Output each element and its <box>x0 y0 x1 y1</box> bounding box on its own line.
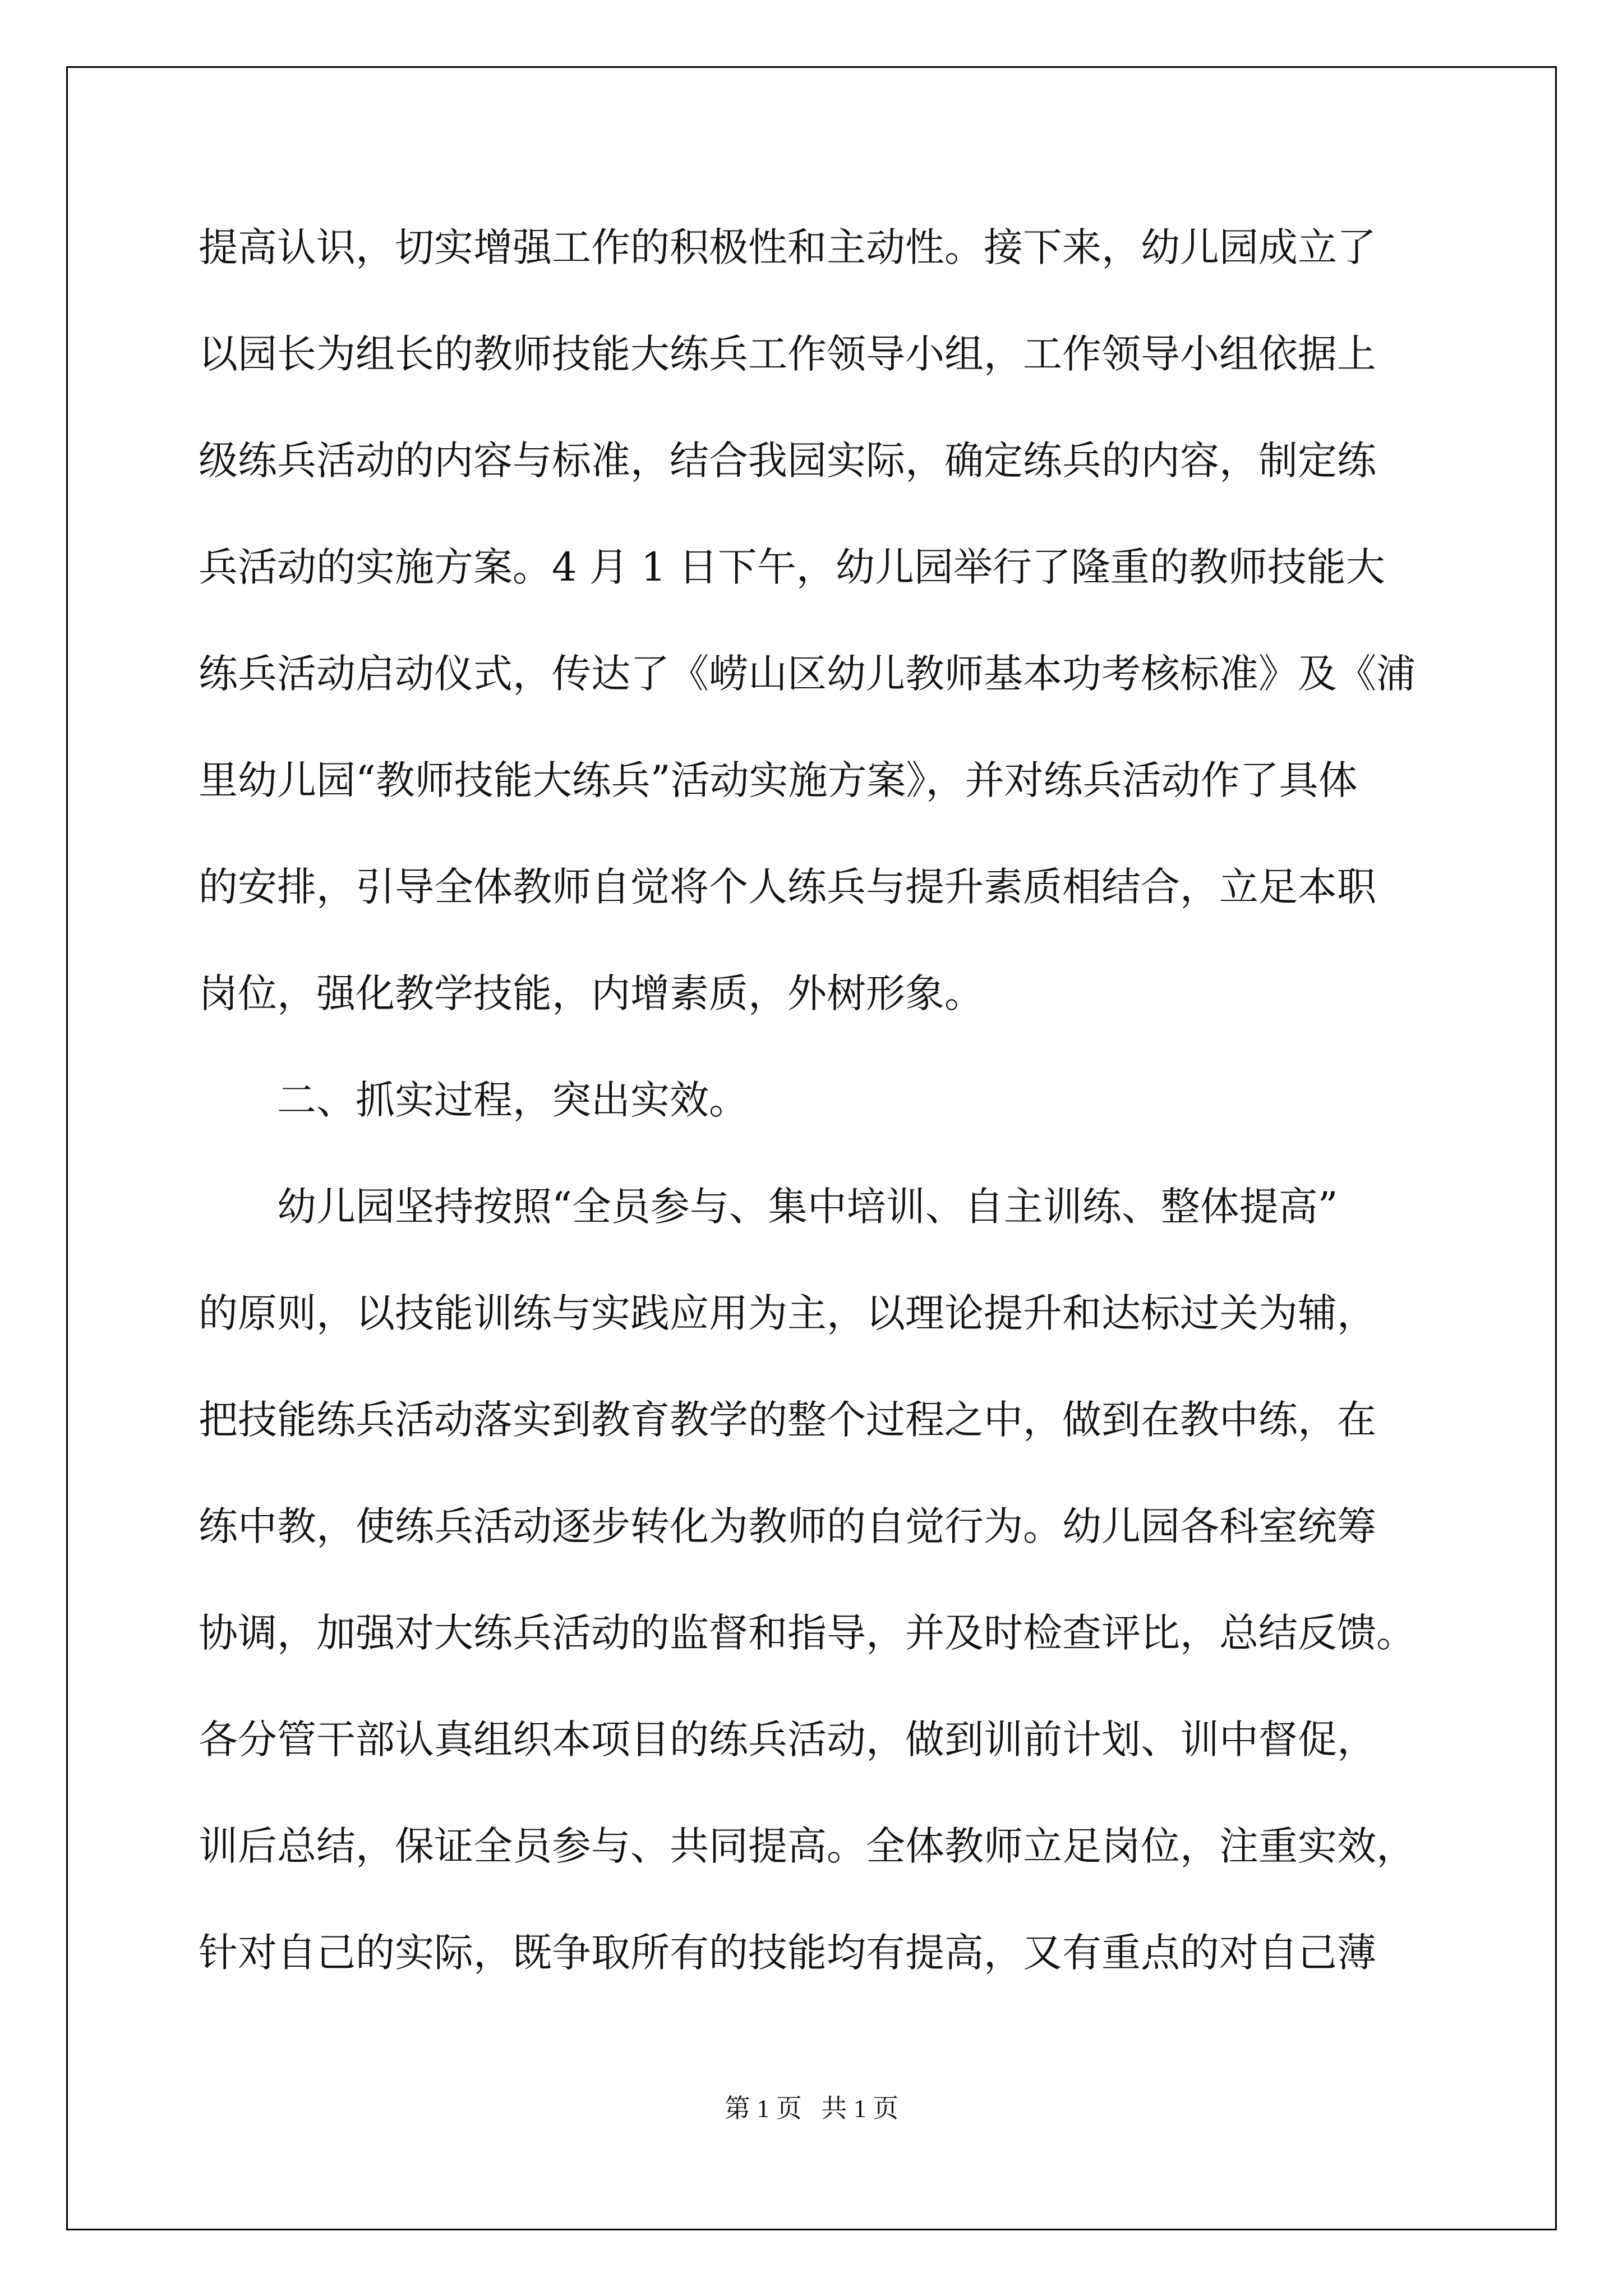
text-line: 训后总结，保证全员参与、共同提高。全体教师立足岗位，注重实效， <box>199 1823 1415 1869</box>
text-line: 里幼儿园“教师技能大练兵”活动实施方案》，并对练兵活动作了具体 <box>199 757 1358 803</box>
text-line: 级练兵活动的内容与标准，结合我园实际，确定练兵的内容，制定练 <box>199 438 1376 484</box>
text-line: 的原则，以技能训练与实践应用为主，以理论提升和达标过关为辅， <box>199 1290 1376 1336</box>
paragraph-first-line: 幼儿园坚持按照“全员参与、集中培训、自主训练、整体提高” <box>277 1184 1338 1230</box>
text-line: 把技能练兵活动落实到教育教学的整个过程之中，做到在教中练，在 <box>199 1397 1376 1443</box>
section-heading: 二、抓实过程，突出实效。 <box>277 1077 748 1123</box>
text-line: 以园长为组长的教师技能大练兵工作领导小组，工作领导小组依据上 <box>199 331 1376 377</box>
text-line: 协调，加强对大练兵活动的监督和指导，并及时检查评比，总结反馈。 <box>199 1610 1415 1656</box>
document-body <box>199 194 1432 2006</box>
page-number-footer: 第 1 页 共 1 页 <box>724 2094 899 2123</box>
text-line: 各分管干部认真组织本项目的练兵活动，做到训前计划、训中督促， <box>199 1717 1376 1763</box>
text-line: 提高认识，切实增强工作的积极性和主动性。接下来，幼儿园成立了 <box>199 224 1376 270</box>
text-line: 练兵活动启动仪式，传达了《崂山区幼儿教师基本功考核标准》及《浦 <box>199 651 1415 697</box>
text-line: 岗位，强化教学技能，内增素质，外树形象。 <box>199 970 984 1016</box>
text-line: 的安排，引导全体教师自觉将个人练兵与提升素质相结合，立足本职 <box>199 864 1376 910</box>
text-line: 练中教，使练兵活动逐步转化为教师的自觉行为。幼儿园各科室统筹 <box>199 1503 1376 1549</box>
text-line: 兵活动的实施方案。4 月 1 日下午，幼儿园举行了隆重的教师技能大 <box>199 544 1385 590</box>
text-line: 针对自己的实际，既争取所有的技能均有提高，又有重点的对自己薄 <box>199 1930 1376 1976</box>
